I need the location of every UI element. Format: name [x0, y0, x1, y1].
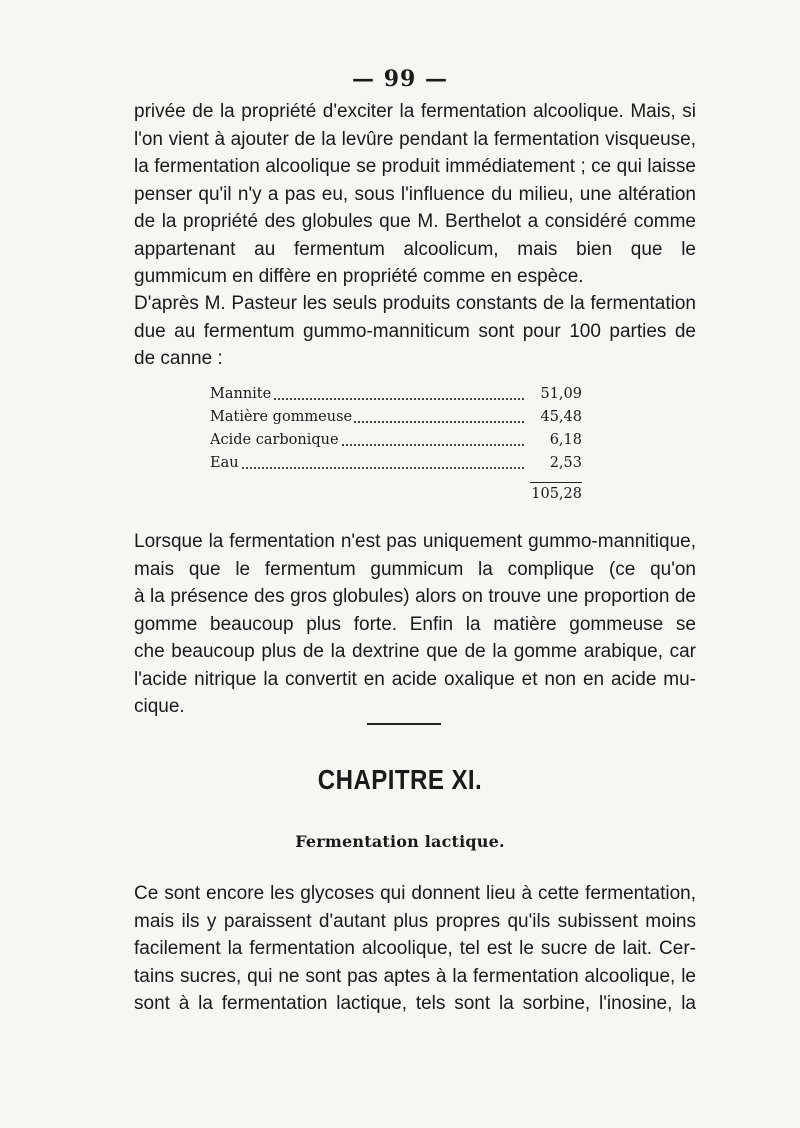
text-line: privée de la propriété d'exciter la fermentation alcoolique. Mais, si — [134, 101, 696, 122]
chapter-subtitle: Fermentation lactique. — [295, 832, 505, 851]
text-line: gummicum en diffère en propriété comme en espèce. — [134, 266, 584, 287]
text-line: D'après M. Pasteur les seuls produits constants de la fermentation — [134, 293, 696, 314]
text-line: à la présence des gros globules) alors on trouve une proportion de — [134, 586, 696, 607]
text-line: penser qu'il n'y a pas eu, sous l'influence du milieu, une altération — [134, 183, 696, 205]
text-line: l'acide nitrique la convertit en acide oxalique et non en acide mu- — [134, 668, 696, 690]
paragraph-1 — [134, 98, 696, 291]
row-label: Eau — [210, 452, 241, 475]
row-label: Matière gommeuse — [210, 406, 354, 429]
row-value: 45,48 — [524, 406, 582, 429]
table-row — [210, 383, 582, 406]
composition-table — [210, 383, 582, 475]
leader-dots — [210, 467, 524, 469]
row-label: Acide carbonique — [210, 429, 341, 452]
text-line: sont à la fermentation lactique, tels sont la sorbine, l'inosine, la — [134, 993, 696, 1014]
page-number: — 99 — — [352, 66, 448, 92]
text-line: la fermentation alcoolique se produit immédiatement ; ce qui laisse — [134, 156, 696, 177]
text-line: cique. — [134, 696, 185, 717]
text-line: Lorsque la fermentation n'est pas uniquement gummo-mannitique, — [134, 531, 696, 552]
paragraph-4 — [134, 880, 696, 1018]
row-value: 6,18 — [524, 429, 582, 452]
row-value: 51,09 — [524, 383, 582, 406]
text-line: due au fermentum gummo-manniticum sont pour 100 parties de — [134, 320, 696, 342]
table-row — [210, 452, 582, 475]
text-line: de canne : — [134, 348, 223, 369]
table-row — [210, 406, 582, 429]
chapter-title: CHAPITRE XI. — [317, 764, 483, 795]
section-divider — [367, 723, 441, 725]
text-line: mais que le fermentum gummicum la complique (ce qu'on — [134, 558, 696, 580]
row-label: Mannite — [210, 383, 273, 406]
paragraph-2 — [134, 290, 696, 373]
text-line: tains sucres, qui ne sont pas aptes à la fermentation alcoolique, le — [134, 965, 696, 987]
text-line: appartenant au fermentum alcoolicum, mais bien que le — [134, 238, 696, 260]
text-line: de la propriété des globules que M. Berthelot a considéré comme — [134, 211, 696, 232]
paragraph-3 — [134, 528, 696, 721]
sum-rule — [530, 482, 582, 483]
text-line: Ce sont encore les glycoses qui donnent lieu à cette fermentation, — [134, 883, 696, 904]
text-line: che beaucoup plus de la dextrine que de la gomme arabique, car — [134, 641, 696, 662]
table-total: 105,28 — [531, 486, 582, 502]
text-line: facilement la fermentation alcoolique, tel est le sucre de lait. Cer- — [134, 938, 696, 959]
text-line: l'on vient à ajouter de la levûre pendant la fermentation visqueuse, — [134, 128, 696, 150]
text-line: gomme beaucoup plus forte. Enfin la matière gommeuse se — [134, 613, 696, 635]
text-line: mais ils y paraissent d'autant plus propres qu'ils subissent moins — [134, 910, 696, 932]
table-row — [210, 429, 582, 452]
row-value: 2,53 — [524, 452, 582, 475]
